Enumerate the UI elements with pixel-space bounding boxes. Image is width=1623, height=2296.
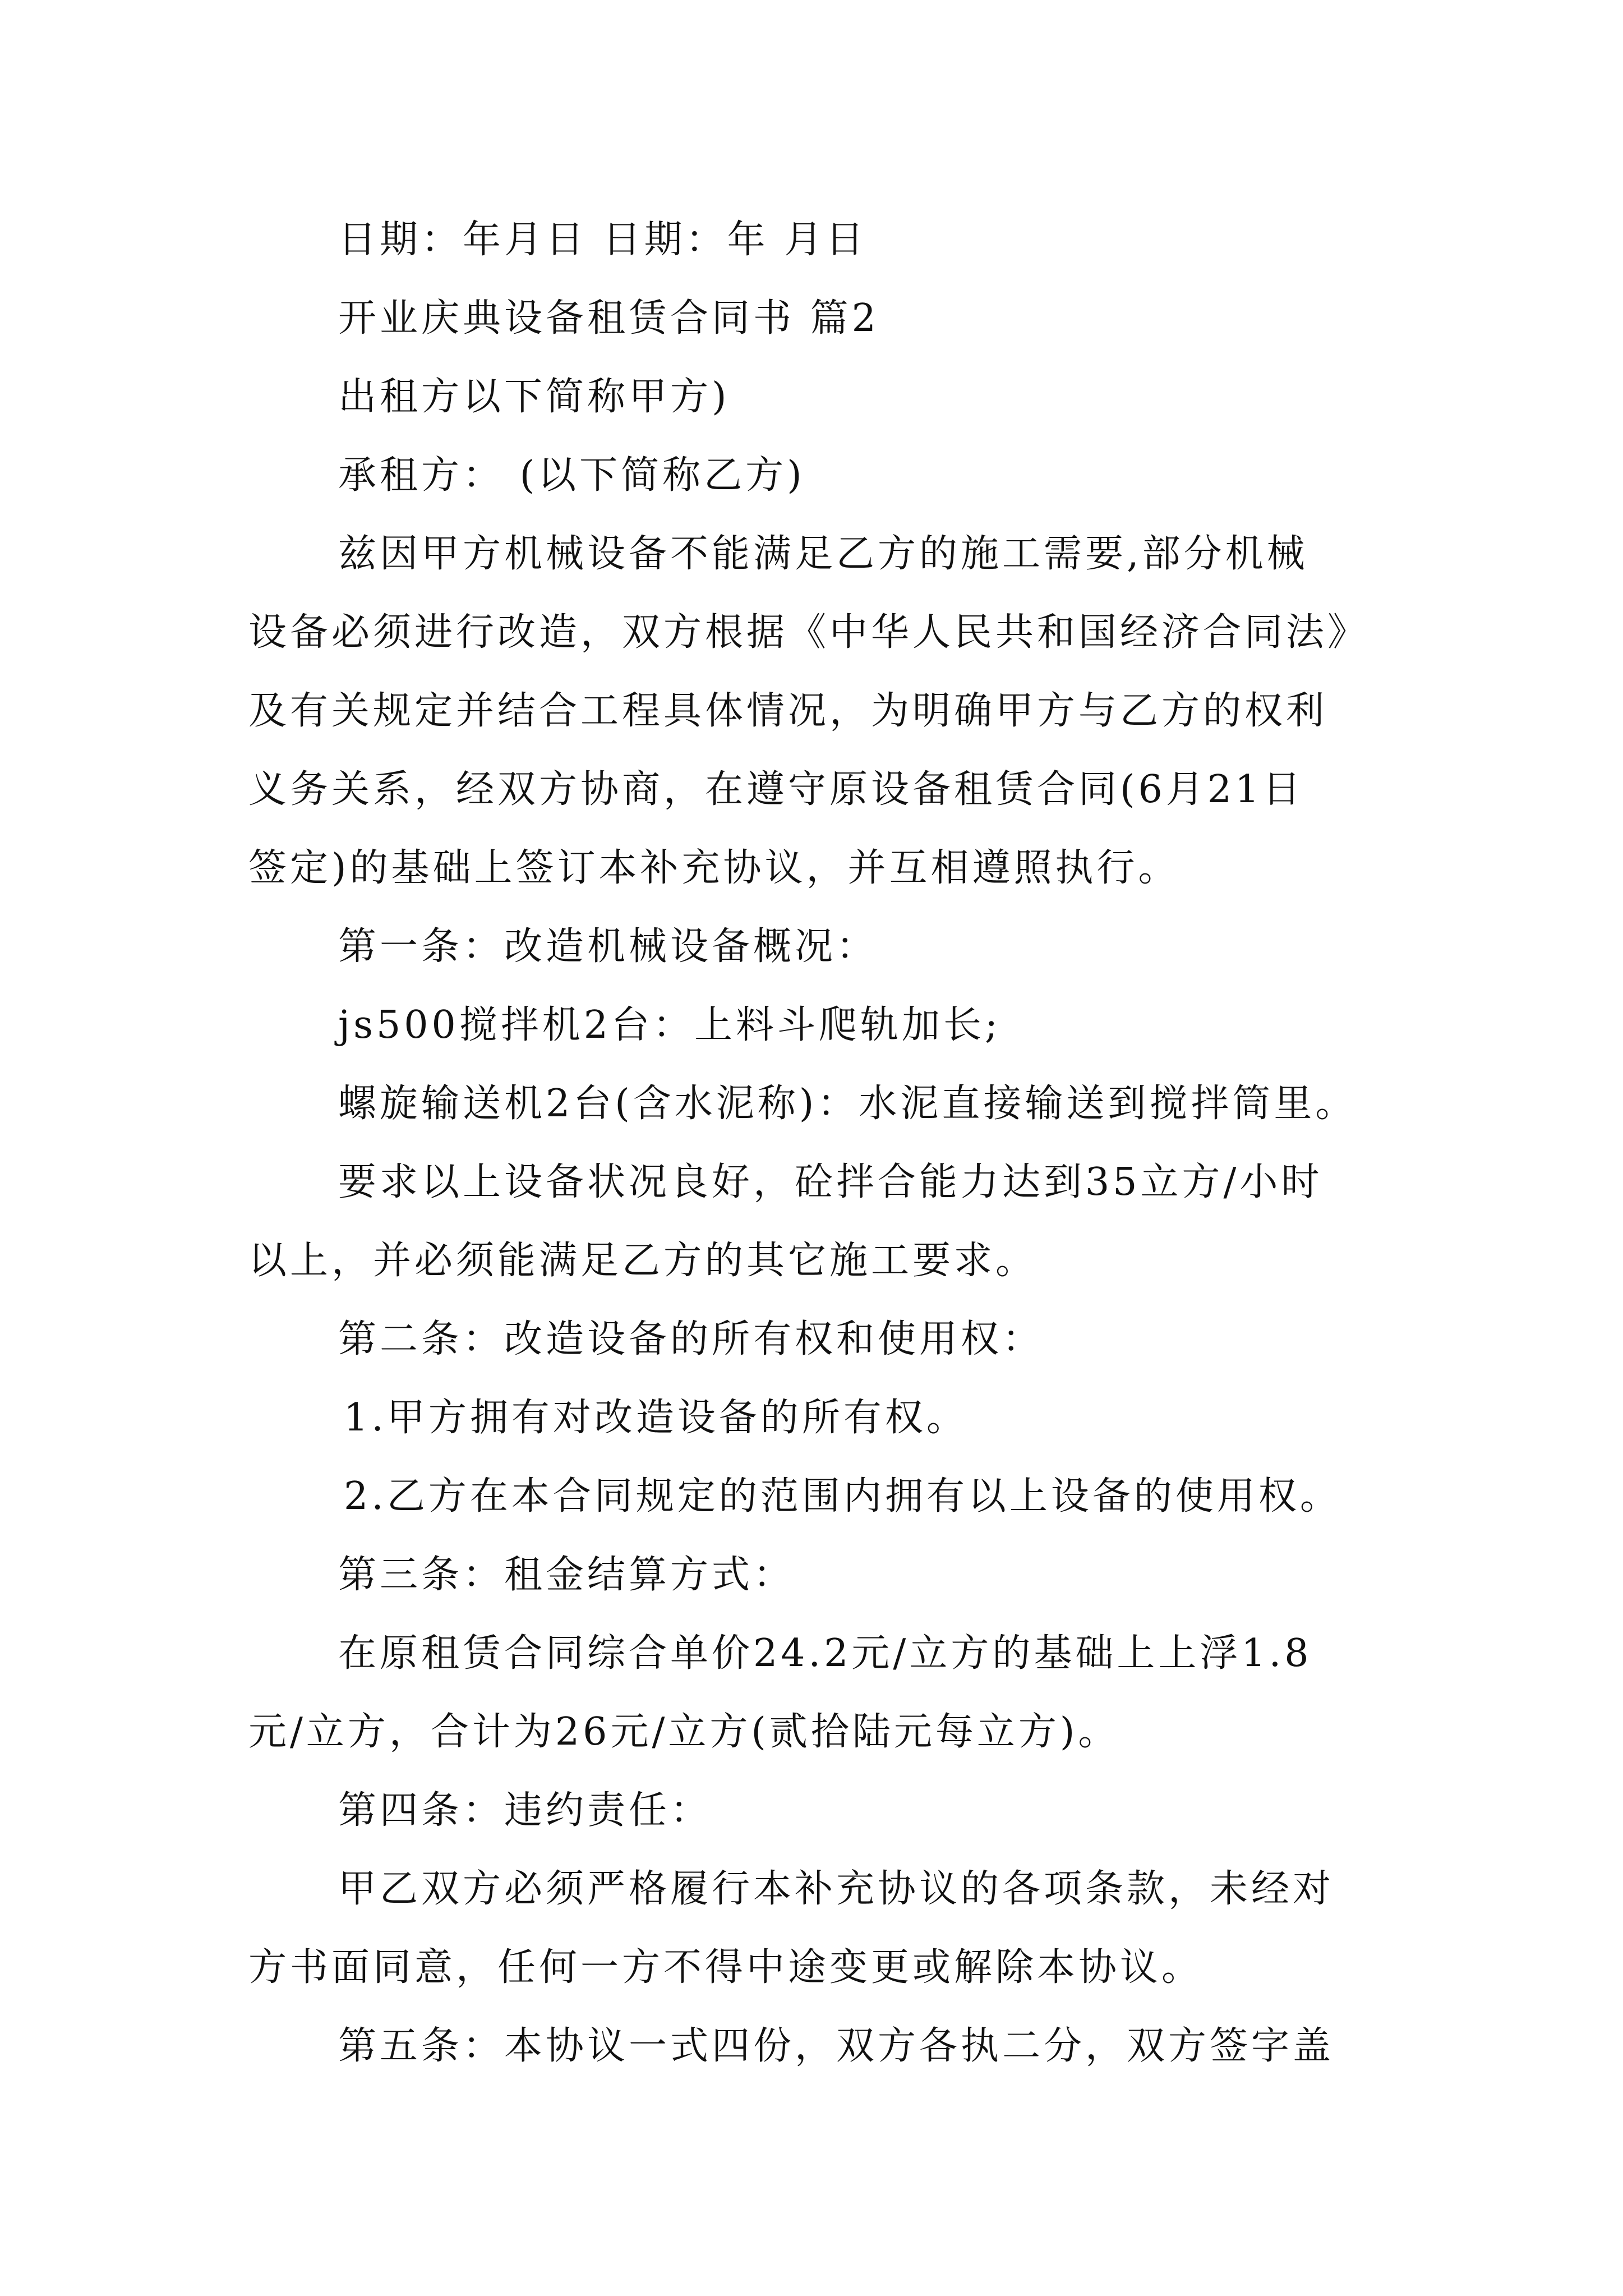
list-item: 1.甲方拥有对改造设备的所有权。 <box>344 1396 968 1440</box>
article-heading: 第一条：改造机械设备概况： <box>338 924 878 969</box>
paragraph-line: 以上，并必须能满足乙方的其它施工要求。 <box>248 1239 1038 1283</box>
article-heading: 第四条：违约责任： <box>338 1788 712 1833</box>
section-title: 开业庆典设备租赁合同书 篇2 <box>338 296 879 341</box>
paragraph-line: 设备必须进行改造，双方根据《中华人民共和国经济合同法》 <box>248 610 1370 655</box>
lessor-line: 出租方以下简称甲方) <box>338 375 730 419</box>
paragraph-line: 元/立方，合计为26元/立方(贰拾陆元每立方)。 <box>248 1710 1120 1754</box>
article-heading: 第三条：租金结算方式： <box>338 1553 795 1597</box>
article-heading: 第五条：本协议一式四份，双方各执二分，双方签字盖 <box>338 2024 1335 2068</box>
paragraph-line: 兹因甲方机械设备不能满足乙方的施工需要,部分机械 <box>338 532 1308 576</box>
paragraph-line: 签定)的基础上签订本补充协议，并互相遵照执行。 <box>248 846 1180 890</box>
date-line: 日期：年月日 日期：年 月日 <box>338 218 868 262</box>
paragraph-line: 及有关规定并结合工程具体情况，为明确甲方与乙方的权利 <box>248 689 1328 733</box>
paragraph-line: 要求以上设备状况良好，砼拌合能力达到35立方/小时 <box>338 1160 1323 1204</box>
lessee-line: 承租方： (以下简称乙方) <box>338 453 805 498</box>
paragraph-line: 义务关系，经双方协商，在遵守原设备租赁合同(6月21日 <box>248 767 1304 812</box>
paragraph-line: 在原租赁合同综合单价24.2元/立方的基础上上浮1.8 <box>338 1631 1312 1676</box>
paragraph-line: 甲乙双方必须严格履行本补充协议的各项条款，未经对 <box>338 1867 1335 1911</box>
paragraph-line: 方书面同意，任何一方不得中途变更或解除本协议。 <box>248 1945 1204 1990</box>
paragraph-line: js500搅拌机2台：上料斗爬轨加长; <box>338 1003 1001 1047</box>
paragraph-line: 螺旋输送机2台(含水泥称)：水泥直接输送到搅拌筒里。 <box>338 1082 1357 1126</box>
article-heading: 第二条：改造设备的所有权和使用权： <box>338 1317 1044 1361</box>
list-item: 2.乙方在本合同规定的范围内拥有以上设备的使用权。 <box>344 1474 1341 1519</box>
